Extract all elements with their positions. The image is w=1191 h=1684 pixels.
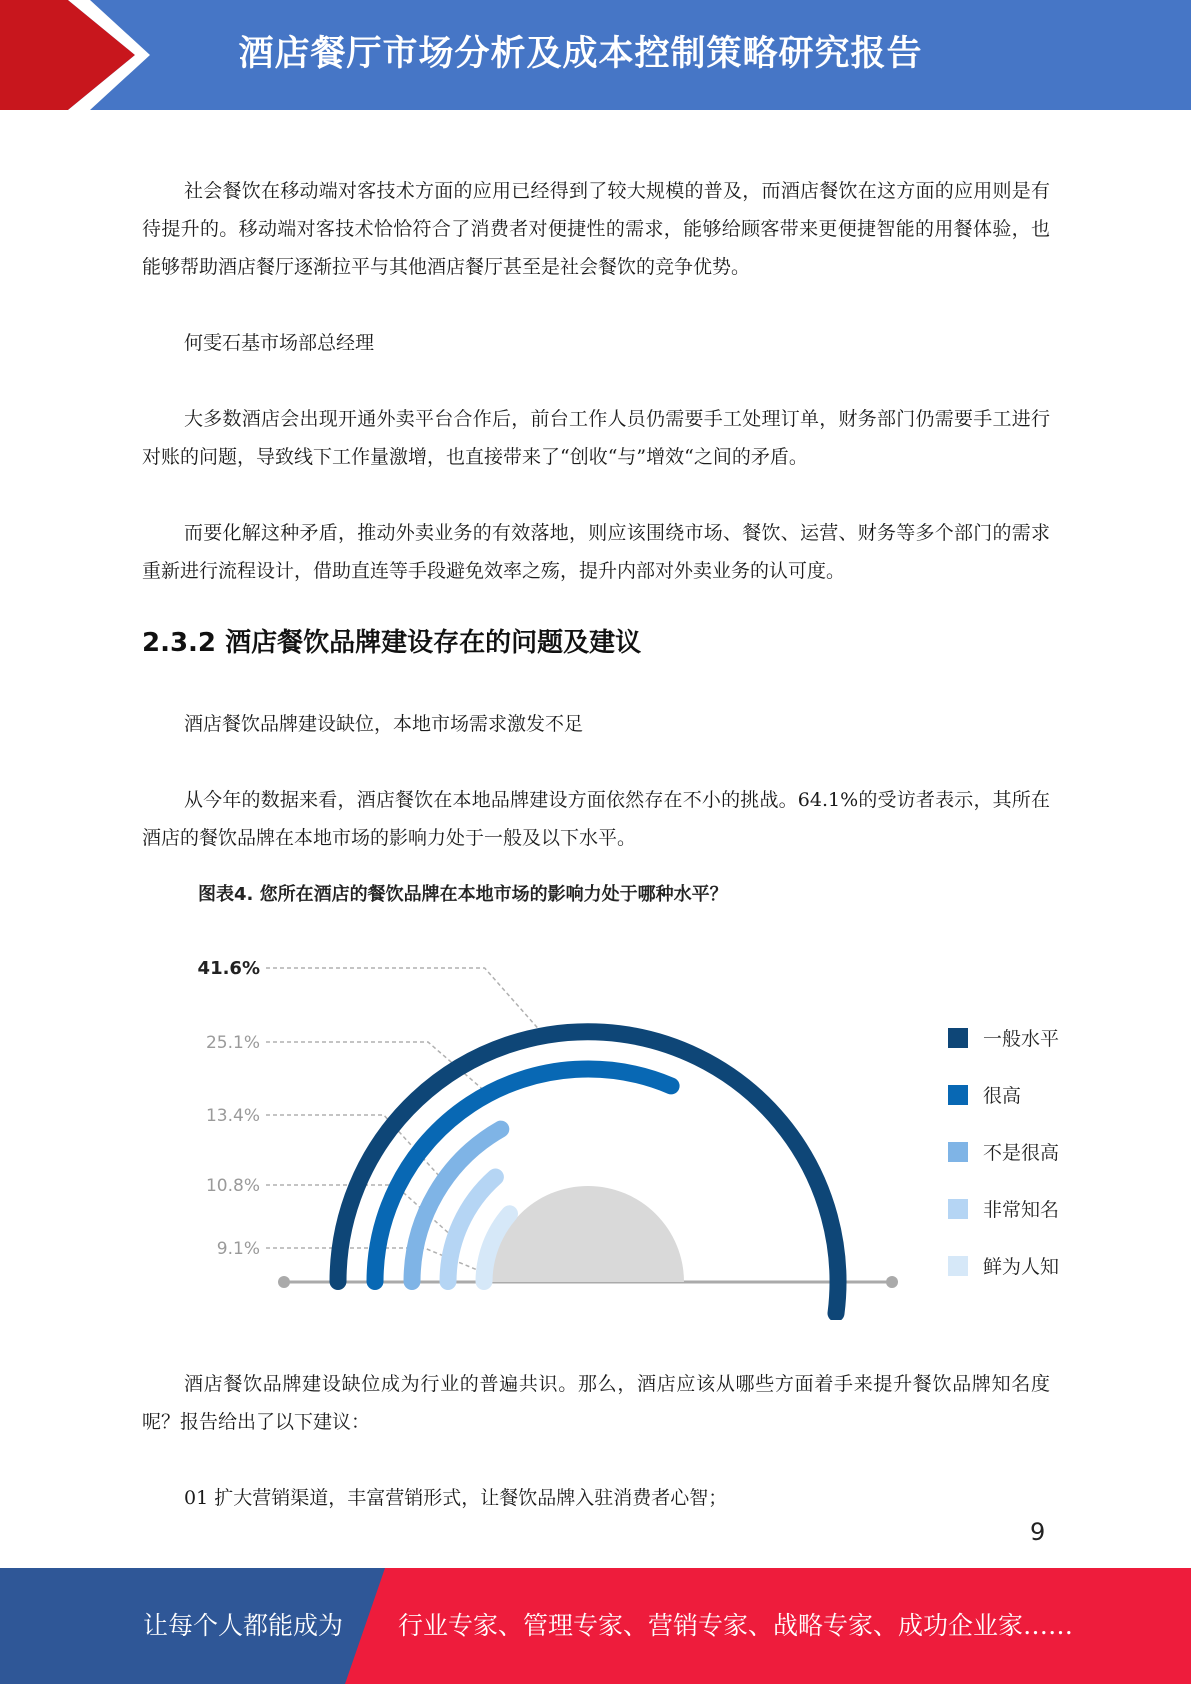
- legend-swatch-1: [948, 1028, 968, 1048]
- legend-swatch-5: [948, 1256, 968, 1276]
- paragraph-data-intro: 从今年的数据来看，酒店餐饮在本地品牌建设方面依然存在不小的挑战。64.1%的受访者表示，其所在酒店的餐饮品牌在本地市场的影响力处于一般及以下水平。: [142, 789, 1050, 849]
- chart-center-disc: [492, 1186, 684, 1282]
- document-title: 酒店餐厅市场分析及成本控制策略研究报告: [238, 34, 923, 74]
- section-heading: 2.3.2 酒店餐饮品牌建设存在的问题及建议: [142, 628, 642, 658]
- legend-label-2: 很高: [983, 1085, 1022, 1107]
- value-label-2: 25.1%: [205, 1033, 260, 1053]
- page-header: [0, 0, 1191, 110]
- legend-swatch-4: [948, 1199, 968, 1219]
- footer-slogan-right: 行业专家、管理专家、营销专家、战略专家、成功企业家……: [398, 1611, 1074, 1640]
- guide-line-1: [266, 968, 545, 1036]
- header-arrow-decoration: [0, 0, 180, 110]
- legend-swatch-2: [948, 1085, 968, 1105]
- value-label-5: 9.1%: [216, 1239, 260, 1259]
- baseline-dot-right: [886, 1276, 898, 1288]
- paragraph-takeout-issue: 大多数酒店会出现开通外卖平台合作后，前台工作人员仍需要手工处理订单，财务部门仍需要手工进行对账的问题，导致线下工作量激增，也直接带来了“创收“与”增效“之间的矛盾。: [142, 408, 1050, 468]
- footer-slogan-left: 让每个人都能成为: [143, 1611, 344, 1640]
- paragraph-speaker: 何雯石基市场部总经理: [184, 332, 375, 354]
- legend-label-3: 不是很高: [983, 1142, 1060, 1164]
- value-label-3: 13.4%: [205, 1106, 260, 1126]
- legend-swatch-3: [948, 1142, 968, 1162]
- value-label-1: 41.6%: [197, 958, 260, 979]
- page-number: 9: [1030, 1518, 1046, 1546]
- paragraph-suggestions-intro: 酒店餐饮品牌建设缺位成为行业的普遍共识。那么，酒店应该从哪些方面着手来提升餐饮品牌知名度呢？报告给出了以下建议：: [142, 1373, 1050, 1433]
- radial-bar-chart: [180, 920, 1100, 1320]
- page-footer: [0, 1568, 1191, 1684]
- paragraph-brand-gap: 酒店餐饮品牌建设缺位，本地市场需求激发不足: [184, 713, 584, 735]
- paragraph-mobile-tech: 社会餐饮在移动端对客技术方面的应用已经得到了较大规模的普及，而酒店餐饮在这方面的应用则是有待提升的。移动端对客技术恰恰符合了消费者对便捷性的需求，能够给顾客带来更便捷智能的用餐体验，也能够帮助酒店餐厅逐渐拉平与其他酒店餐厅甚至是社会餐饮的竞争优势。: [142, 180, 1050, 278]
- paragraph-resolve-conflict: 而要化解这种矛盾，推动外卖业务的有效落地，则应该围绕市场、餐饮、运营、财务等多个部门的需求重新进行流程设计，借助直连等手段避免效率之殇，提升内部对外卖业务的认可度。: [142, 522, 1050, 582]
- legend-label-4: 非常知名: [983, 1199, 1060, 1221]
- chart-title: 图表4. 您所在酒店的餐饮品牌在本地市场的影响力处于哪种水平？: [198, 884, 728, 905]
- paragraph-suggestion-01: 01 扩大营销渠道，丰富营销形式，让餐饮品牌入驻消费者心智；: [184, 1487, 728, 1509]
- value-label-4: 10.8%: [205, 1176, 260, 1196]
- legend-label-1: 一般水平: [983, 1028, 1060, 1050]
- legend-label-5: 鲜为人知: [983, 1256, 1060, 1278]
- baseline-dot-left: [278, 1276, 290, 1288]
